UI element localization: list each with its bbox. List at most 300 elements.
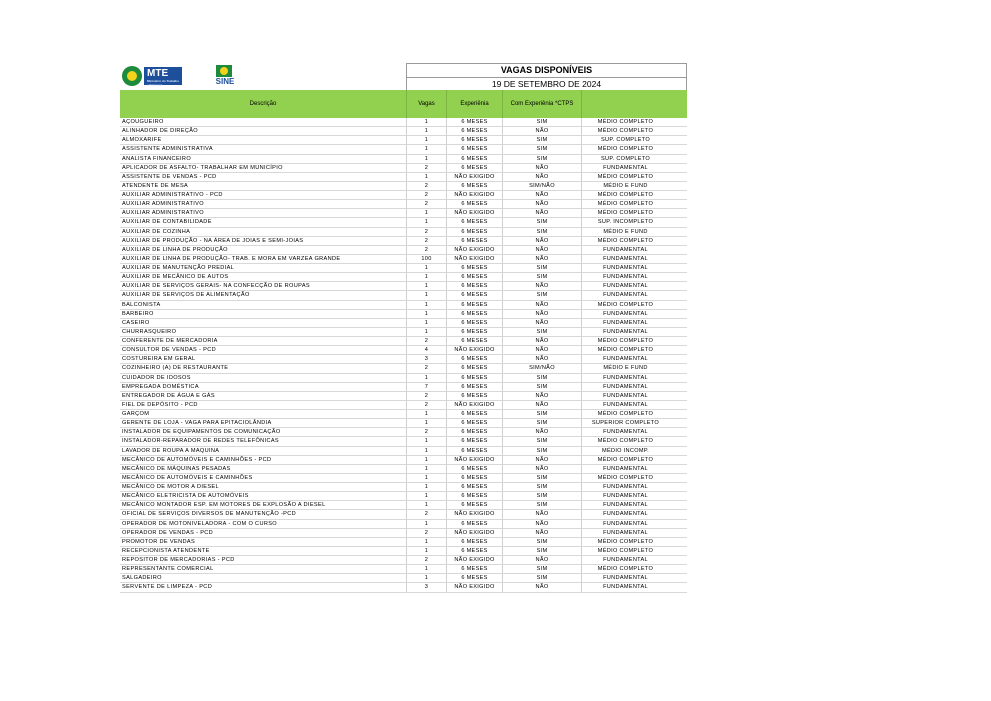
- column-header-escolaridade: [581, 90, 669, 118]
- cell-vagas: 2: [406, 401, 446, 409]
- cell-com-experiencia: NÃO: [502, 465, 581, 473]
- cell-com-experiencia: SIM: [502, 218, 581, 226]
- cell-vagas: 2: [406, 164, 446, 172]
- cell-experiencia: 6 MESES: [446, 483, 502, 491]
- cell-escolaridade: MÉDIO INCOMP.: [581, 447, 669, 455]
- cell-vagas: 1: [406, 419, 446, 427]
- cell-experiencia: NÃO EXIGIDO: [446, 173, 502, 181]
- cell-escolaridade: FUNDAMENTAL: [581, 574, 669, 582]
- column-header-com-experiencia: Com Experiênia *CTPS: [502, 90, 581, 118]
- cell-escolaridade: MÉDIO COMPLETO: [581, 547, 669, 555]
- cell-descricao: LAVADOR DE ROUPA A MAQUINA: [122, 447, 220, 454]
- cell-descricao: SERVENTE DE LIMPEZA - PCD: [122, 584, 213, 591]
- table-row: [120, 246, 687, 255]
- cell-descricao: AUXILIAR DE CONTABILIDADE: [122, 219, 212, 226]
- cell-experiencia: 6 MESES: [446, 228, 502, 236]
- cell-descricao: ASSISTENTE DE VENDAS - PCD: [122, 173, 217, 180]
- cell-descricao: INSTALADOR DE EQUIPAMENTOS DE COMUNICAÇÃO: [122, 429, 281, 436]
- cell-experiencia: 6 MESES: [446, 501, 502, 509]
- cell-experiencia: NÃO EXIGIDO: [446, 246, 502, 254]
- cell-experiencia: 6 MESES: [446, 474, 502, 482]
- cell-escolaridade: FUNDAMENTAL: [581, 465, 669, 473]
- cell-experiencia: 6 MESES: [446, 237, 502, 245]
- cell-com-experiencia: NÃO: [502, 401, 581, 409]
- cell-vagas: 7: [406, 383, 446, 391]
- table-body: [120, 118, 687, 593]
- cell-experiencia: 6 MESES: [446, 291, 502, 299]
- cell-descricao: REPRESENTANTE COMERCIAL: [122, 566, 214, 573]
- cell-descricao: ENTREGADOR DE ÁGUA E GÁS: [122, 392, 215, 399]
- cell-vagas: 4: [406, 346, 446, 354]
- title-area: [406, 63, 687, 90]
- cell-escolaridade: FUNDAMENTAL: [581, 492, 669, 500]
- cell-escolaridade: MÉDIO E FUND: [581, 364, 669, 372]
- cell-escolaridade: SUPERIOR COMPLETO: [581, 419, 669, 427]
- cell-vagas: 1: [406, 136, 446, 144]
- cell-descricao: BARBEIRO: [122, 310, 154, 317]
- cell-descricao: ANALISTA FINANCEIRO: [122, 155, 192, 162]
- cell-experiencia: NÃO EXIGIDO: [446, 529, 502, 537]
- cell-com-experiencia: SIM: [502, 574, 581, 582]
- cell-escolaridade: FUNDAMENTAL: [581, 401, 669, 409]
- cell-com-experiencia: NÃO: [502, 556, 581, 564]
- table-row: [120, 428, 687, 437]
- cell-vagas: 1: [406, 410, 446, 418]
- mte-logo: [122, 65, 182, 87]
- cell-descricao: AUXILIAR ADMINISTRATIVO: [122, 210, 204, 217]
- cell-descricao: AUXILIAR ADMINISTRATIVO: [122, 201, 204, 208]
- cell-escolaridade: MÉDIO COMPLETO: [581, 118, 669, 126]
- cell-experiencia: NÃO EXIGIDO: [446, 191, 502, 199]
- table-row: [120, 182, 687, 191]
- cell-descricao: OPERADOR DE MOTONIVELADORA - COM O CURSO: [122, 520, 278, 527]
- cell-com-experiencia: NÃO: [502, 428, 581, 436]
- cell-descricao: MECÂNICO MONTADOR ESP. EM MOTORES DE EXPLOSÃO A DIESEL: [122, 502, 326, 509]
- cell-experiencia: 6 MESES: [446, 465, 502, 473]
- cell-vagas: 2: [406, 428, 446, 436]
- page-date: 19 DE SETEMBRO DE 2024: [491, 79, 602, 89]
- cell-vagas: 1: [406, 209, 446, 217]
- cell-experiencia: NÃO EXIGIDO: [446, 346, 502, 354]
- cell-escolaridade: MÉDIO E FUND: [581, 182, 669, 190]
- table-row: [120, 556, 687, 565]
- cell-descricao: ALINHADOR DE DIREÇÃO: [122, 128, 199, 135]
- cell-com-experiencia: SIM: [502, 474, 581, 482]
- cell-escolaridade: MÉDIO COMPLETO: [581, 173, 669, 181]
- cell-escolaridade: FUNDAMENTAL: [581, 428, 669, 436]
- table-row: [120, 383, 687, 392]
- cell-vagas: 1: [406, 310, 446, 318]
- table-row: [120, 538, 687, 547]
- cell-escolaridade: MÉDIO COMPLETO: [581, 538, 669, 546]
- table-row: [120, 328, 687, 337]
- cell-com-experiencia: NÃO: [502, 392, 581, 400]
- cell-vagas: 1: [406, 538, 446, 546]
- cell-com-experiencia: NÃO: [502, 191, 581, 199]
- cell-experiencia: 6 MESES: [446, 447, 502, 455]
- cell-vagas: 2: [406, 237, 446, 245]
- table-row: [120, 529, 687, 538]
- cell-com-experiencia: SIM: [502, 228, 581, 236]
- table-row: [120, 273, 687, 282]
- cell-escolaridade: FUNDAMENTAL: [581, 501, 669, 509]
- cell-vagas: 1: [406, 483, 446, 491]
- cell-vagas: 3: [406, 583, 446, 591]
- cell-experiencia: 6 MESES: [446, 282, 502, 290]
- cell-experiencia: 6 MESES: [446, 410, 502, 418]
- cell-escolaridade: FUNDAMENTAL: [581, 310, 669, 318]
- cell-escolaridade: FUNDAMENTAL: [581, 328, 669, 336]
- cell-descricao: EMPREGADA DOMÉSTICA: [122, 383, 199, 390]
- cell-descricao: GARÇOM: [122, 411, 150, 417]
- cell-vagas: 1: [406, 273, 446, 281]
- table-row: [120, 374, 687, 383]
- cell-com-experiencia: SIM: [502, 118, 581, 126]
- cell-experiencia: 6 MESES: [446, 337, 502, 345]
- cell-experiencia: 6 MESES: [446, 264, 502, 272]
- cell-escolaridade: FUNDAMENTAL: [581, 255, 669, 263]
- cell-com-experiencia: SIM: [502, 264, 581, 272]
- table-row: [120, 547, 687, 556]
- cell-com-experiencia: NÃO: [502, 346, 581, 354]
- cell-com-experiencia: SIM: [502, 565, 581, 573]
- cell-experiencia: 6 MESES: [446, 355, 502, 363]
- cell-com-experiencia: NÃO: [502, 255, 581, 263]
- cell-com-experiencia: SIM: [502, 501, 581, 509]
- cell-vagas: 2: [406, 510, 446, 518]
- table-row: [120, 136, 687, 145]
- cell-descricao: AUXILIAR DE SERVIÇOS DE ALIMENTAÇÃO: [122, 292, 250, 299]
- cell-descricao: FIEL DE DEPÓSITO - PCD: [122, 401, 198, 408]
- cell-vagas: 1: [406, 374, 446, 382]
- cell-escolaridade: MÉDIO COMPLETO: [581, 127, 669, 135]
- cell-vagas: 1: [406, 565, 446, 573]
- cell-com-experiencia: NÃO: [502, 456, 581, 464]
- cell-descricao: CONSULTOR DE VENDAS - PCD: [122, 347, 217, 354]
- cell-experiencia: 6 MESES: [446, 301, 502, 309]
- table-row: [120, 510, 687, 519]
- cell-com-experiencia: NÃO: [502, 520, 581, 528]
- cell-experiencia: NÃO EXIGIDO: [446, 583, 502, 591]
- table-row: [120, 218, 687, 227]
- cell-escolaridade: MÉDIO COMPLETO: [581, 209, 669, 217]
- cell-vagas: 1: [406, 547, 446, 555]
- cell-experiencia: 6 MESES: [446, 182, 502, 190]
- cell-vagas: 2: [406, 556, 446, 564]
- cell-escolaridade: FUNDAMENTAL: [581, 520, 669, 528]
- cell-com-experiencia: NÃO: [502, 310, 581, 318]
- table-row: [120, 319, 687, 328]
- cell-escolaridade: FUNDAMENTAL: [581, 319, 669, 327]
- cell-com-experiencia: NÃO: [502, 209, 581, 217]
- cell-escolaridade: FUNDAMENTAL: [581, 355, 669, 363]
- cell-experiencia: 6 MESES: [446, 218, 502, 226]
- table-row: [120, 583, 687, 592]
- cell-escolaridade: FUNDAMENTAL: [581, 556, 669, 564]
- cell-com-experiencia: SIM/NÃO: [502, 364, 581, 372]
- cell-vagas: 1: [406, 264, 446, 272]
- cell-vagas: 1: [406, 155, 446, 163]
- cell-vagas: 1: [406, 465, 446, 473]
- cell-escolaridade: FUNDAMENTAL: [581, 392, 669, 400]
- cell-vagas: 1: [406, 173, 446, 181]
- cell-descricao: MECÂNICO DE AUTOMÓVEIS E CAMINHÕES: [122, 474, 253, 481]
- cell-com-experiencia: SIM: [502, 374, 581, 382]
- cell-com-experiencia: NÃO: [502, 583, 581, 591]
- cell-com-experiencia: SIM: [502, 410, 581, 418]
- cell-vagas: 1: [406, 574, 446, 582]
- cell-experiencia: 6 MESES: [446, 538, 502, 546]
- cell-experiencia: NÃO EXIGIDO: [446, 401, 502, 409]
- cell-experiencia: 6 MESES: [446, 520, 502, 528]
- cell-descricao: MECÂNICO DE MÁQUINAS PESADAS: [122, 465, 231, 472]
- table-row: [120, 410, 687, 419]
- cell-descricao: GERENTE DE LOJA - VAGA PARA EPITACIOLÂNDIA: [122, 420, 272, 427]
- table-row: [120, 574, 687, 583]
- cell-escolaridade: FUNDAMENTAL: [581, 529, 669, 537]
- cell-com-experiencia: NÃO: [502, 337, 581, 345]
- cell-com-experiencia: NÃO: [502, 173, 581, 181]
- table-row: [120, 483, 687, 492]
- table-row: [120, 310, 687, 319]
- table-row: [120, 301, 687, 310]
- cell-descricao: SALGADEIRO: [122, 575, 162, 582]
- table-row: [120, 291, 687, 300]
- table-row: [120, 565, 687, 574]
- cell-experiencia: 6 MESES: [446, 428, 502, 436]
- table-row: [120, 474, 687, 483]
- cell-escolaridade: MÉDIO COMPLETO: [581, 437, 669, 445]
- cell-com-experiencia: SIM: [502, 447, 581, 455]
- cell-vagas: 1: [406, 328, 446, 336]
- sine-logo: [212, 65, 238, 89]
- cell-experiencia: 6 MESES: [446, 273, 502, 281]
- cell-experiencia: 6 MESES: [446, 200, 502, 208]
- cell-vagas: 1: [406, 474, 446, 482]
- cell-descricao: ALMOXARIFE: [122, 137, 162, 144]
- table-row: [120, 237, 687, 246]
- cell-vagas: 2: [406, 182, 446, 190]
- cell-vagas: 1: [406, 301, 446, 309]
- table-row: [120, 282, 687, 291]
- cell-com-experiencia: SIM: [502, 547, 581, 555]
- cell-vagas: 100: [406, 255, 446, 263]
- sheet-header: [120, 63, 687, 90]
- cell-descricao: RECEPCIONISTA ATENDENTE: [122, 547, 210, 554]
- cell-experiencia: 6 MESES: [446, 374, 502, 382]
- cell-experiencia: NÃO EXIGIDO: [446, 556, 502, 564]
- cell-vagas: 1: [406, 447, 446, 455]
- cell-vagas: 2: [406, 392, 446, 400]
- cell-descricao: OFICIAL DE SERVIÇOS DIVERSOS DE MANUTENÇÃO -PCD: [122, 511, 297, 518]
- cell-com-experiencia: SIM: [502, 538, 581, 546]
- cell-descricao: PROMOTOR DE VENDAS: [122, 538, 196, 545]
- cell-vagas: 2: [406, 337, 446, 345]
- cell-descricao: CASEIRO: [122, 319, 150, 326]
- cell-descricao: REPOSITOR DE MERCADORIAS - PCD: [122, 557, 235, 563]
- table-row: [120, 419, 687, 428]
- cell-escolaridade: MÉDIO COMPLETO: [581, 474, 669, 482]
- table-row: [120, 191, 687, 200]
- cell-experiencia: 6 MESES: [446, 492, 502, 500]
- mte-emblem-icon: [122, 66, 142, 86]
- cell-descricao: AUXILIAR DE LINHA DE PRODUÇÃO: [122, 246, 228, 253]
- table-row: [120, 164, 687, 173]
- table-row: [120, 264, 687, 273]
- cell-escolaridade: MÉDIO COMPLETO: [581, 565, 669, 573]
- cell-vagas: 3: [406, 355, 446, 363]
- cell-descricao: AUXILIAR DE PRODUÇÃO - NA ÁREA DE JOIAS E SEMI-JOIAS: [122, 237, 304, 244]
- cell-experiencia: 6 MESES: [446, 145, 502, 153]
- table-row: [120, 145, 687, 154]
- cell-vagas: 1: [406, 127, 446, 135]
- table-row: [120, 456, 687, 465]
- cell-experiencia: NÃO EXIGIDO: [446, 209, 502, 217]
- cell-escolaridade: FUNDAMENTAL: [581, 164, 669, 172]
- cell-com-experiencia: SIM: [502, 483, 581, 491]
- sine-flag-icon: [216, 65, 232, 77]
- cell-escolaridade: MÉDIO COMPLETO: [581, 456, 669, 464]
- cell-com-experiencia: NÃO: [502, 301, 581, 309]
- cell-experiencia: NÃO EXIGIDO: [446, 255, 502, 263]
- cell-escolaridade: MÉDIO COMPLETO: [581, 301, 669, 309]
- cell-vagas: 1: [406, 492, 446, 500]
- table-row: [120, 520, 687, 529]
- cell-experiencia: 6 MESES: [446, 383, 502, 391]
- cell-escolaridade: FUNDAMENTAL: [581, 291, 669, 299]
- table-row: [120, 200, 687, 209]
- cell-com-experiencia: SIM: [502, 492, 581, 500]
- cell-escolaridade: MÉDIO E FUND: [581, 228, 669, 236]
- cell-experiencia: NÃO EXIGIDO: [446, 510, 502, 518]
- vagas-sheet: [120, 63, 687, 593]
- cell-escolaridade: MÉDIO COMPLETO: [581, 237, 669, 245]
- cell-descricao: AÇOUGUEIRO: [122, 119, 164, 125]
- table-row: [120, 127, 687, 136]
- cell-vagas: 2: [406, 246, 446, 254]
- cell-com-experiencia: NÃO: [502, 246, 581, 254]
- table-row: [120, 209, 687, 218]
- cell-descricao: ASSISTENTE ADMINISTRATIVA: [122, 146, 213, 153]
- cell-vagas: 1: [406, 291, 446, 299]
- cell-com-experiencia: SIM/NÃO: [502, 182, 581, 190]
- cell-descricao: BALCONISTA: [122, 301, 161, 308]
- cell-com-experiencia: NÃO: [502, 237, 581, 245]
- cell-com-experiencia: SIM: [502, 419, 581, 427]
- cell-experiencia: 6 MESES: [446, 319, 502, 327]
- page-title: VAGAS DISPONÍVEIS: [407, 64, 686, 78]
- cell-experiencia: 6 MESES: [446, 310, 502, 318]
- cell-experiencia: 6 MESES: [446, 437, 502, 445]
- cell-escolaridade: FUNDAMENTAL: [581, 583, 669, 591]
- cell-experiencia: 6 MESES: [446, 136, 502, 144]
- cell-vagas: 2: [406, 191, 446, 199]
- cell-descricao: CHURRASQUEIRO: [122, 328, 177, 335]
- cell-escolaridade: FUNDAMENTAL: [581, 246, 669, 254]
- cell-experiencia: 6 MESES: [446, 547, 502, 555]
- cell-experiencia: 6 MESES: [446, 164, 502, 172]
- cell-descricao: CUIDADOR DE IDOSOS: [122, 374, 191, 381]
- cell-escolaridade: MÉDIO COMPLETO: [581, 191, 669, 199]
- mte-logo-text: MTE: [147, 68, 169, 79]
- cell-experiencia: 6 MESES: [446, 118, 502, 126]
- cell-vagas: 1: [406, 118, 446, 126]
- cell-descricao: AUXILIAR ADMINISTRATIVO - PCD: [122, 192, 223, 198]
- cell-descricao: CONFERENTE DE MERCADORIA: [122, 338, 218, 344]
- cell-com-experiencia: SIM: [502, 273, 581, 281]
- cell-descricao: MECÂNICO DE MOTOR A DIESEL: [122, 484, 219, 490]
- cell-escolaridade: MÉDIO COMPLETO: [581, 200, 669, 208]
- cell-escolaridade: MÉDIO COMPLETO: [581, 410, 669, 418]
- mte-logo-subtitle: Ministério do Trabalho e Emprego: [147, 79, 180, 87]
- cell-experiencia: 6 MESES: [446, 392, 502, 400]
- cell-descricao: COZINHEIRO (A) DE RESTAURANTE: [122, 365, 229, 372]
- cell-com-experiencia: SIM: [502, 291, 581, 299]
- column-header-experiencia: Experiênia: [446, 90, 502, 118]
- cell-com-experiencia: NÃO: [502, 355, 581, 363]
- cell-escolaridade: SUP. COMPLETO: [581, 155, 669, 163]
- table-row: [120, 392, 687, 401]
- table-row: [120, 228, 687, 237]
- cell-vagas: 1: [406, 456, 446, 464]
- cell-com-experiencia: NÃO: [502, 282, 581, 290]
- cell-experiencia: 6 MESES: [446, 364, 502, 372]
- table-row: [120, 437, 687, 446]
- cell-com-experiencia: SIM: [502, 437, 581, 445]
- table-row: [120, 401, 687, 410]
- cell-escolaridade: FUNDAMENTAL: [581, 264, 669, 272]
- cell-com-experiencia: SIM: [502, 155, 581, 163]
- table-row: [120, 465, 687, 474]
- cell-com-experiencia: NÃO: [502, 200, 581, 208]
- cell-descricao: ATENDENTE DE MESA: [122, 182, 189, 189]
- column-header-descricao: Descrição: [249, 100, 277, 107]
- cell-vagas: 2: [406, 200, 446, 208]
- cell-escolaridade: FUNDAMENTAL: [581, 273, 669, 281]
- cell-vagas: 1: [406, 218, 446, 226]
- cell-escolaridade: FUNDAMENTAL: [581, 374, 669, 382]
- cell-experiencia: 6 MESES: [446, 574, 502, 582]
- cell-descricao: AUXILIAR DE SERVIÇOS GERAIS- NA CONFECÇÃO DE ROUPAS: [122, 283, 310, 290]
- cell-experiencia: 6 MESES: [446, 127, 502, 135]
- table-row: [120, 346, 687, 355]
- cell-experiencia: 6 MESES: [446, 419, 502, 427]
- cell-com-experiencia: NÃO: [502, 127, 581, 135]
- cell-com-experiencia: SIM: [502, 136, 581, 144]
- cell-com-experiencia: NÃO: [502, 510, 581, 518]
- cell-escolaridade: FUNDAMENTAL: [581, 483, 669, 491]
- table-row: [120, 255, 687, 264]
- cell-descricao: AUXILIAR DE MECÂNICO DE AUTOS: [122, 274, 229, 281]
- cell-com-experiencia: NÃO: [502, 319, 581, 327]
- cell-com-experiencia: SIM: [502, 383, 581, 391]
- cell-vagas: 2: [406, 364, 446, 372]
- cell-com-experiencia: SIM: [502, 145, 581, 153]
- table-row: [120, 447, 687, 456]
- cell-descricao: INSTALADOR-REPARADOR DE REDES TELEFÔNICAS: [122, 438, 280, 445]
- cell-escolaridade: SUP. COMPLETO: [581, 136, 669, 144]
- cell-descricao: MECÂNICO ELETRICISTA DE AUTOMÓVEIS: [122, 493, 249, 500]
- cell-vagas: 1: [406, 501, 446, 509]
- logo-area: [120, 63, 406, 90]
- cell-experiencia: 6 MESES: [446, 565, 502, 573]
- table-row: [120, 492, 687, 501]
- mte-logo-label: [144, 67, 182, 85]
- cell-vagas: 2: [406, 228, 446, 236]
- cell-vagas: 2: [406, 529, 446, 537]
- table-row: [120, 337, 687, 346]
- table-row: [120, 118, 687, 127]
